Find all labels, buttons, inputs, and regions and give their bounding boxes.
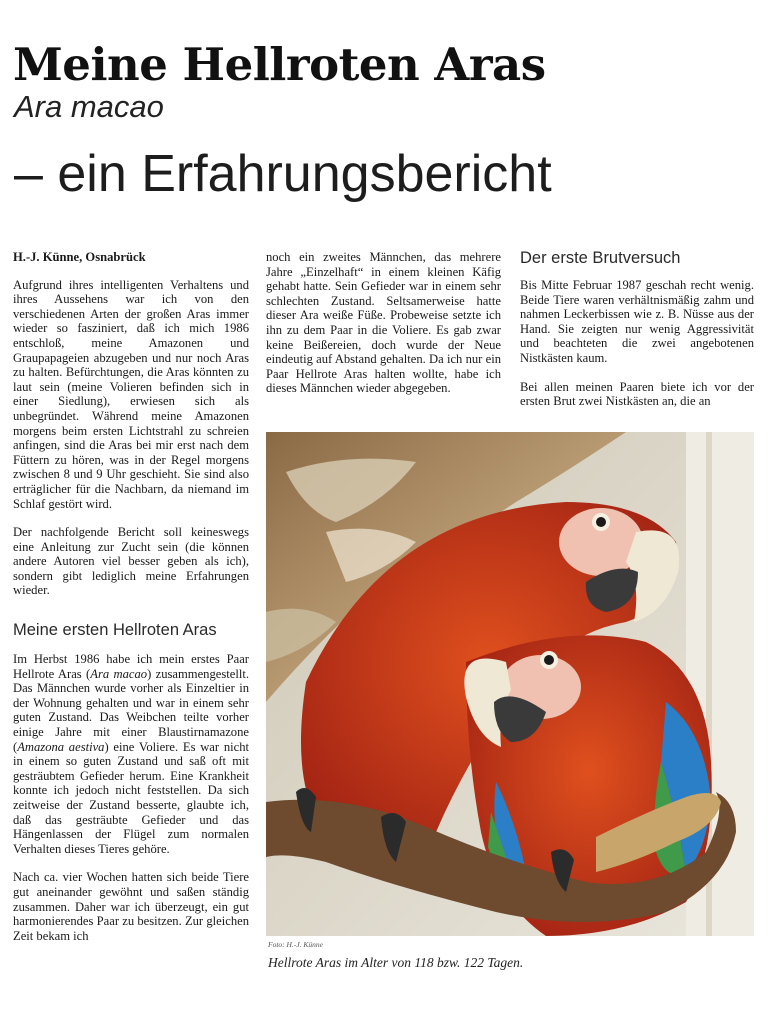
article-subtitle: – ein Erfahrungsbericht bbox=[14, 145, 552, 203]
paragraph: Aufgrund ihres intelligenten Verhaltens und ihres Aussehens war ich von den verschiedenen Arten der großen Aras immer wieder so fasziniert, daß ich mich 1986 entschloß, meine Amazonen und Graupapageien abzugeben und nur noch Aras zu halten. Befürchtungen, die Aras könnten zu laut sein (meine Volieren befinden sich in einer Siedlung), erwiesen sich als unbegründet. Während meine Amazonen morgens beim ersten Lichtstrahl zu schreien anfingen, sind die Aras bei mir erst nach dem Füttern zu hören, was in der Regel morgens zwischen 8 und 9 Uhr geschieht. Sie sind also erträglicher für die Nachbarn, da niemand im Schlaf gestört wird. bbox=[13, 277, 249, 511]
paragraph: Bis Mitte Februar 1987 geschah recht wenig. Beide Tiere waren verhältnismäßig zahm und nahmen Leckerbissen wie z. B. Nüsse aus der Hand. Sie zeigten nur wenig Aggressivität und beachteten die zwei angebotenen Nistkästen kaum. bbox=[520, 278, 754, 365]
species-italic: Ara macao bbox=[90, 666, 148, 681]
section-heading: Meine ersten Hellroten Aras bbox=[13, 621, 217, 640]
species-name: Ara macao bbox=[14, 89, 164, 124]
text-column-3 bbox=[520, 250, 754, 423]
photo-caption: Hellrote Aras im Alter von 118 bzw. 122 Tagen. bbox=[268, 955, 524, 970]
species-italic: Amazona aestiva bbox=[17, 739, 105, 754]
paragraph: Bei allen meinen Paaren biete ich vor der ersten Brut zwei Nistkästen an, die an bbox=[520, 379, 754, 409]
lower-macaw-eye bbox=[544, 655, 554, 665]
paragraph: noch ein zweites Männchen, das mehrere Jahre „Einzelhaft“ in einem kleinen Käfig gehabt hatte. Sein Gefieder war in einem sehr schlechten Zustand. Seltsamerweise hatte dieser Ara weiße Füße. Probeweise setzte ich ihn zu dem Paar in die Voliere. Es gab zwar keine Beißereien, doch wurde der Neue eindeutig auf Abstand gehalten. Da ich nur ein Paar Hellrote Aras halten wollte, habe ich dieses Männchen wieder abgegeben. bbox=[266, 250, 501, 396]
article-title: Meine Hellroten Aras bbox=[13, 38, 546, 92]
text-column-1 bbox=[13, 250, 249, 957]
macaw-photo bbox=[266, 432, 754, 936]
author-byline: H.-J. Künne, Osnabrück bbox=[13, 250, 146, 264]
upper-macaw-eye bbox=[596, 517, 606, 527]
text-column-2 bbox=[266, 250, 501, 410]
paragraph: Nach ca. vier Wochen hatten sich beide Tiere gut aneinander gewöhnt und saßen ständig zusammen. Daher war ich überzeugt, ein gut harmonierendes Paar zu besitzen. Zur gleichen Zeit bekam ich bbox=[13, 870, 249, 943]
section-heading: Der erste Brutversuch bbox=[520, 249, 681, 267]
paragraph: Der nachfolgende Bericht soll keineswegs eine Anleitung zur Zucht sein (die können andere Autoren viel besser geben als ich), sondern gibt lediglich meine Erfahrungen wieder. bbox=[13, 525, 249, 598]
photo-credit: Foto: H.-J. Künne bbox=[268, 940, 323, 949]
paragraph: Im Herbst 1986 habe ich mein erstes Paar Hellrote Aras (Ara macao) zusammengestellt. Das Männchen wurde vorher als Einzeltier in der Wohnung gehalten und war in einem sehr guten Zustand. Das Weibchen teilte vorher einige Jahre mit einer Blaustirnamazone (Amazona aestiva) eine Voliere. Es war nicht in einem so guten Zustand und saß oft mit gesträubtem Gefieder herum. Eine Krankheit konnte ich jedoch nicht feststellen. Da sich zeitweise der Zustand besserte, glaubte ich, daß das gesträubte Gefieder und das Hängenlassen der Flügel zum normalen Verhalten dieses Tieres gehöre. bbox=[13, 652, 249, 856]
